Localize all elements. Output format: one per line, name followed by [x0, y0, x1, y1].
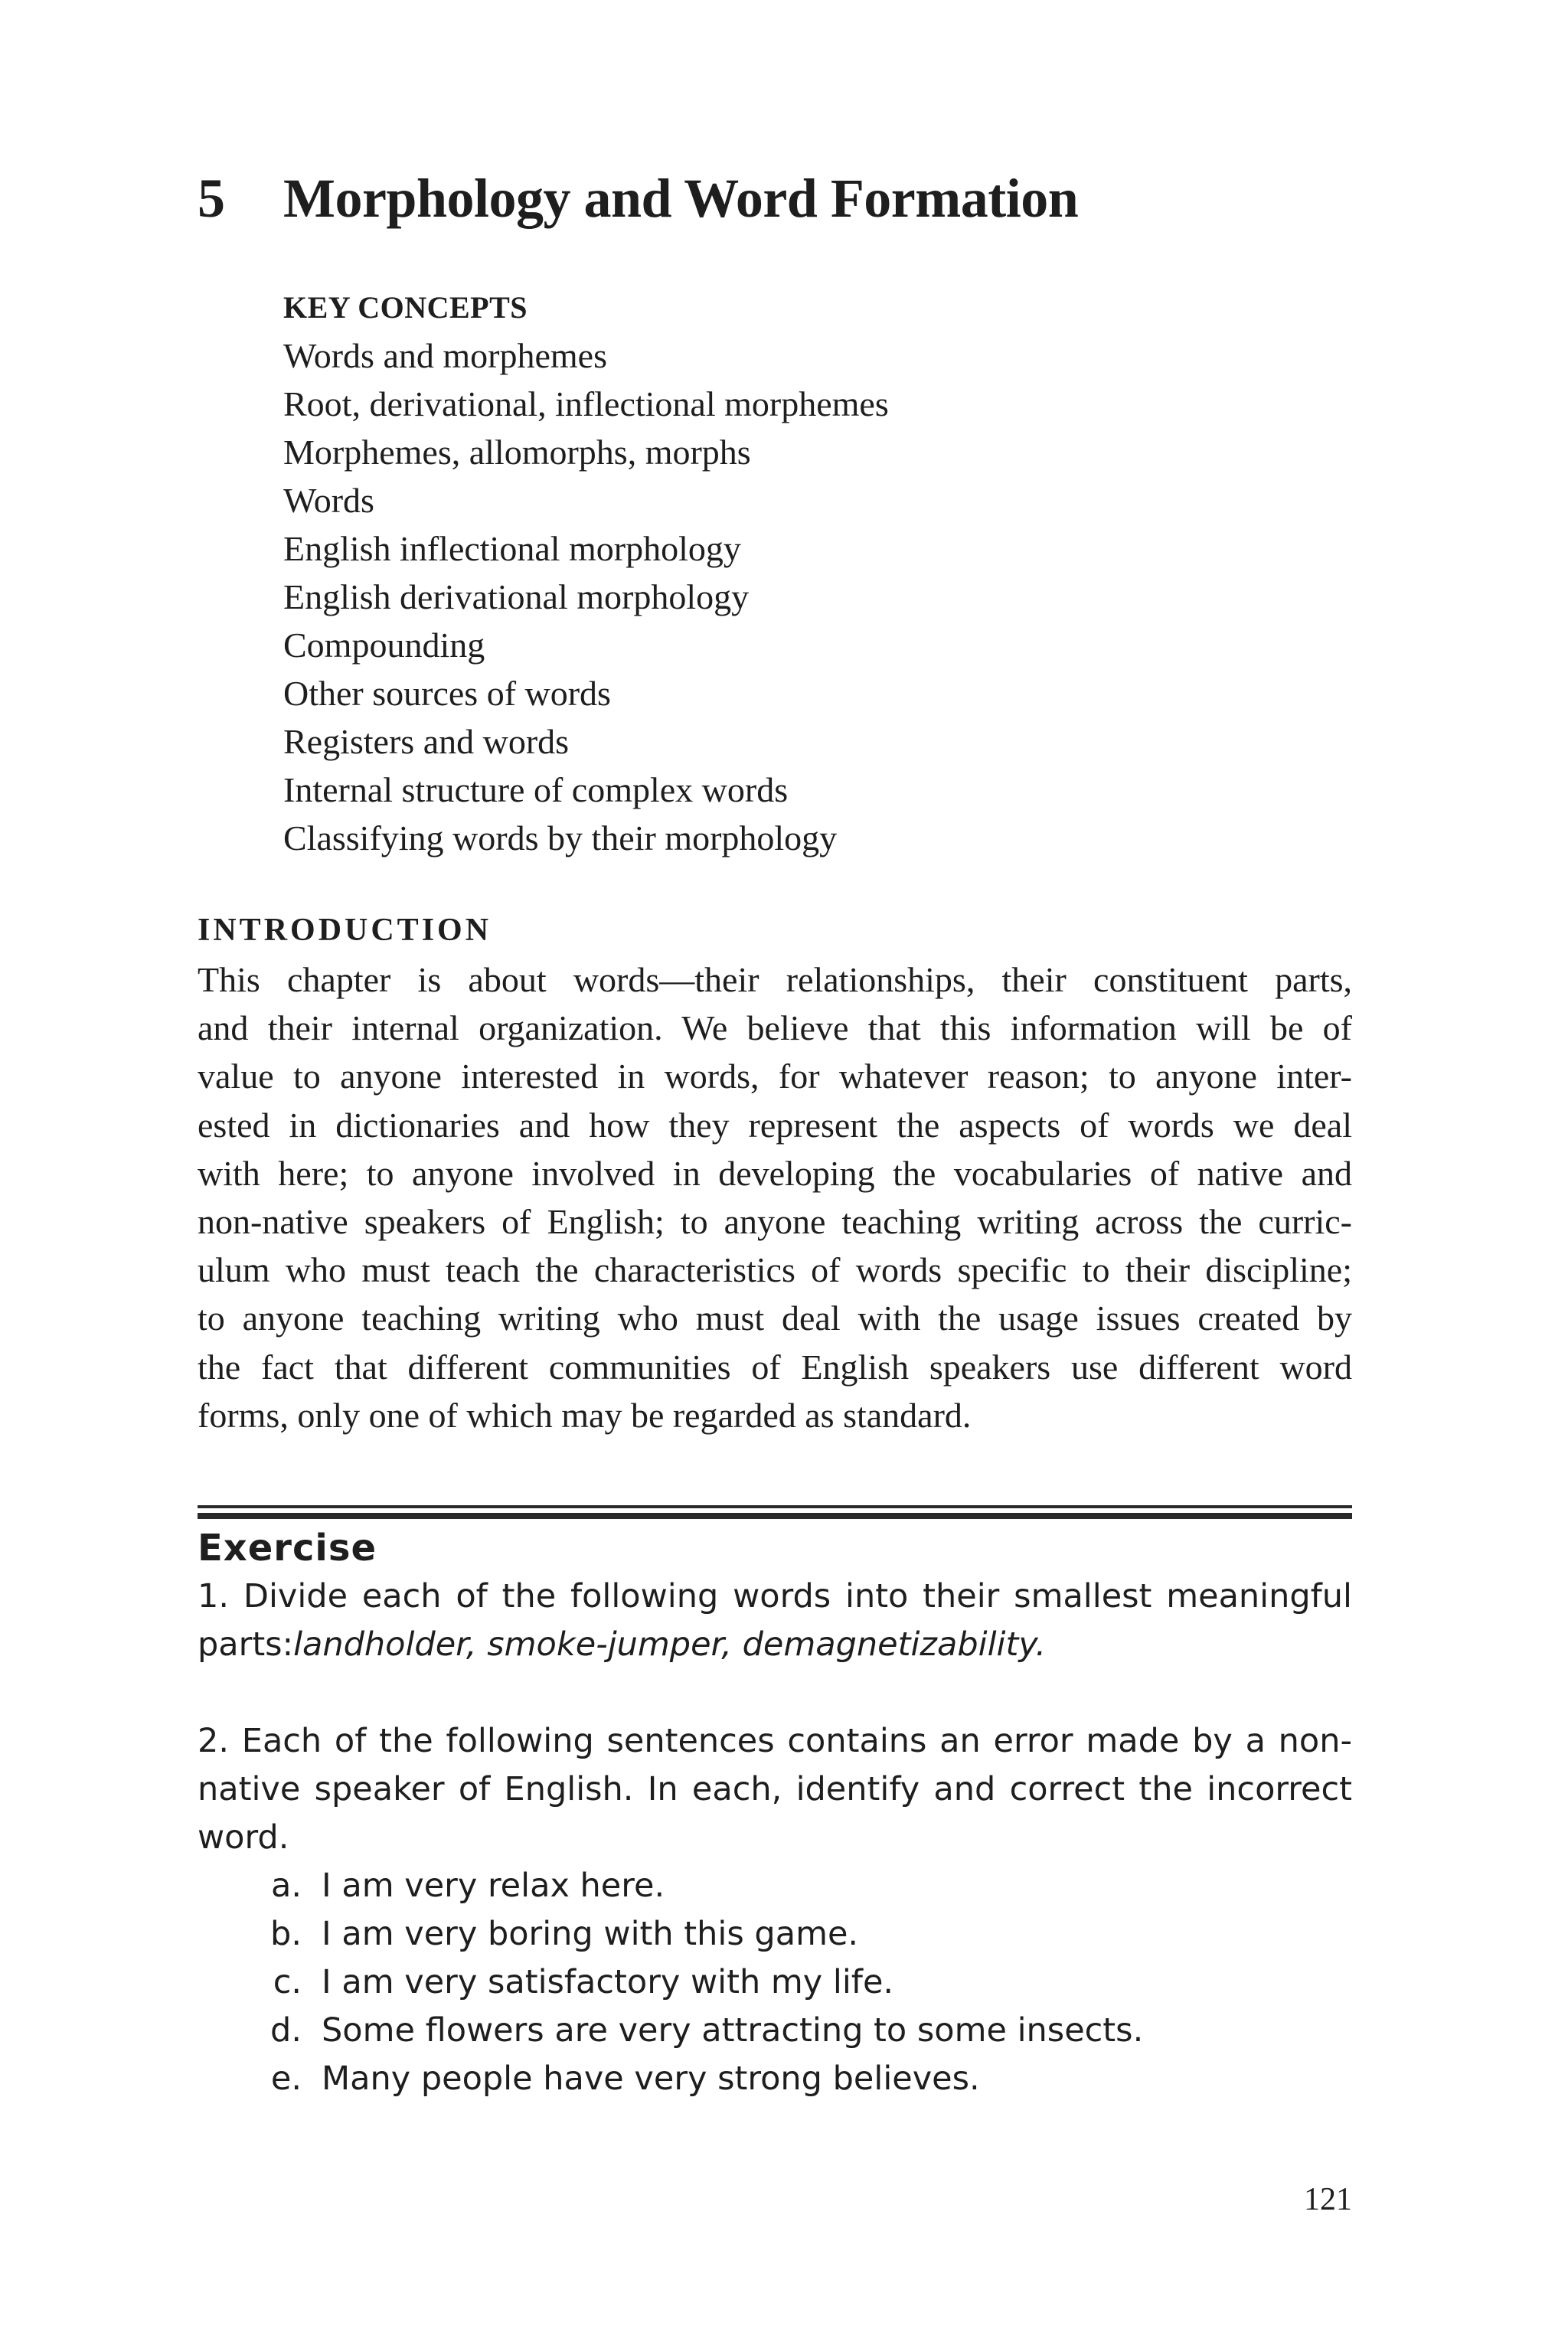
item-text: I am very satisfactory with my life. [322, 1963, 894, 2001]
list-item [198, 1958, 1352, 2007]
error-sentence-list [198, 1862, 1352, 2103]
key-concept-item: Words and morphemes [283, 336, 607, 375]
words-list: landholder, smoke-jumper, demagnetizability. [293, 1625, 1047, 1664]
introduction-paragraph [198, 956, 1352, 1439]
chapter-title-text: Morphology and Word Formation [283, 168, 1079, 229]
chapter-number: 5 [198, 168, 225, 229]
paragraph-line: and their internal organization. We believe that this information will be of [198, 1008, 1352, 1048]
exercise-heading: Exercise [198, 1527, 377, 1570]
item-letter: e. [270, 2060, 302, 2098]
item-text: Many people have very strong believes. [322, 2060, 980, 2098]
paragraph-line: forms, only one of which may be regarded as standard. [198, 1395, 972, 1435]
exercise-rule-bottom [198, 1513, 1352, 1519]
item-text: Some flowers are very attracting to some insects. [322, 2011, 1144, 2050]
exercise-box [198, 1524, 1352, 2103]
item-letter: a. [270, 1867, 302, 1905]
key-concept-item: Compounding [283, 626, 485, 665]
key-concept-item: Internal structure of complex words [283, 770, 789, 809]
exercise-question-1: 1. Divide each of the following words into their smallest meaningful [198, 1577, 1352, 1615]
introduction-heading: INTRODUCTION [198, 913, 492, 948]
item-letter: d. [270, 2011, 302, 2050]
list-item [198, 2055, 1352, 2103]
item-text: I am very relax here. [322, 1867, 665, 1905]
paragraph-line: ulum who must teach the characteristics of words specific to their discipline; [198, 1250, 1352, 1290]
key-concept-item: Registers and words [283, 722, 570, 761]
exercise-question-2: 2. Each of the following sentences contains an error made by a non- [198, 1722, 1352, 1760]
paragraph-line: the fact that different communities of English speakers use different word [198, 1347, 1352, 1387]
key-concept-item: Words [283, 481, 374, 520]
paragraph-line: with here; to anyone involved in developing the vocabularies of native and [198, 1153, 1352, 1193]
spacer [198, 1669, 1352, 1717]
chapter-title [198, 164, 1078, 233]
key-concept-item: English inflectional morphology [283, 529, 741, 568]
list-item [198, 2007, 1352, 2055]
paragraph-line: non-native speakers of English; to anyone teaching writing across the curric- [198, 1201, 1352, 1241]
paragraph-line: value to anyone interested in words, for whatever reason; to anyone inter- [198, 1057, 1352, 1096]
key-concept-item: Morphemes, allomorphs, morphs [283, 433, 751, 472]
exercise-question-1-words [198, 1621, 1352, 1669]
exercise-rule-top [198, 1505, 1352, 1508]
item-letter: b. [270, 1915, 302, 1953]
key-concepts-list [283, 283, 889, 862]
list-item [198, 1862, 1352, 1910]
key-concept-item: Root, derivational, inflectional morphemes [283, 384, 889, 423]
key-concept-item: Other sources of words [283, 674, 611, 713]
words-prefix: parts: [198, 1625, 294, 1664]
paragraph-line: This chapter is about words—their relationships, their constituent parts, [198, 960, 1352, 999]
item-text: I am very boring with this game. [322, 1915, 859, 1953]
key-concepts-heading: KEY CONCEPTS [283, 290, 528, 325]
exercise-question-2: word. [198, 1818, 289, 1857]
item-letter: c. [273, 1963, 302, 2001]
exercise-question-2: native speaker of English. In each, identify and correct the incorrect [198, 1770, 1352, 1808]
key-concept-item: English derivational morphology [283, 577, 750, 616]
list-item [198, 1910, 1352, 1958]
paragraph-line: to anyone teaching writing who must deal with the usage issues created by [198, 1298, 1352, 1338]
key-concept-item: Classifying words by their morphology [283, 818, 838, 858]
page-number: 121 [1304, 2182, 1352, 2217]
paragraph-line: ested in dictionaries and how they represent the aspects of words we deal [198, 1105, 1352, 1145]
